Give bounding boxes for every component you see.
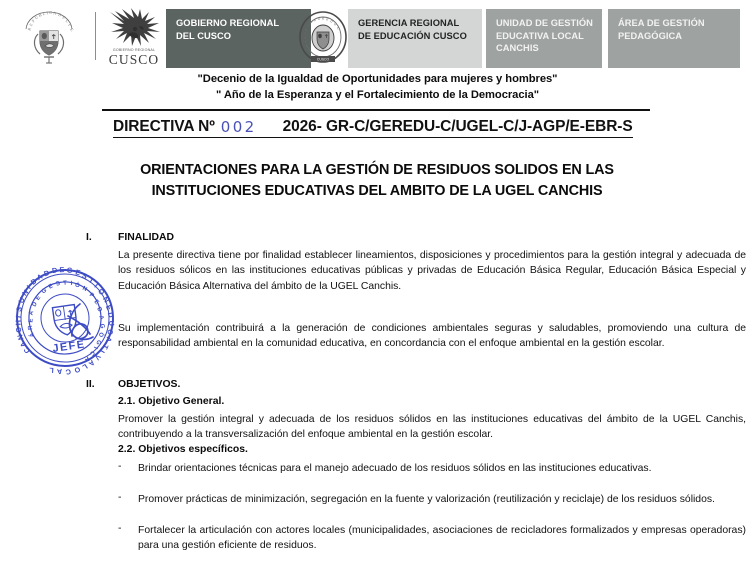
svg-text:I: I: [46, 9, 49, 16]
svg-text:P: P: [30, 18, 37, 24]
svg-text:E: E: [92, 299, 100, 307]
document-title-line2: INSTITUCIONES EDUCATIVAS DEL AMBITO DE LA UGEL CANCHIS: [151, 183, 603, 199]
svg-text:D: D: [51, 265, 59, 276]
header-box-agp-line2: PEDAGÓGICA: [618, 30, 683, 41]
header-rule: [102, 109, 650, 111]
header-box-area-gestion-pedagogica: [608, 9, 740, 68]
svg-text:D: D: [57, 11, 63, 18]
svg-text:A: A: [83, 354, 91, 363]
svg-text:CUSCO: CUSCO: [316, 57, 330, 62]
document-title: [77, 160, 677, 202]
svg-text:A: A: [86, 358, 97, 369]
section-heading-objetivos: OBJETIVOS.: [118, 379, 181, 390]
svg-text:B: B: [37, 12, 43, 18]
header-box-agp-line1: ÁREA DE GESTIÓN: [618, 18, 705, 28]
svg-text:A: A: [17, 340, 29, 349]
cusco-regional-logo: [104, 8, 164, 68]
svg-text:R: R: [27, 325, 35, 331]
svg-text:I: I: [91, 345, 98, 350]
svg-text:G: G: [66, 265, 73, 275]
svg-text:C: C: [307, 22, 312, 27]
header-box-gerencia-regional: [348, 9, 482, 68]
svg-text:G: G: [303, 41, 308, 46]
objetivo-especifico-2: Promover prácticas de minimización, segregación en la fuente y valorización (reutilización y reciclaje) de los residuos sólidos.: [138, 494, 715, 505]
svg-text:C: C: [87, 349, 96, 357]
svg-text:E: E: [103, 303, 115, 312]
svg-text:N: N: [305, 25, 310, 31]
official-slogans: [0, 72, 755, 103]
finalidad-paragraph-2: Su implementación contribuirá a la generación de condiciones ambientales seguras y saludables, promoviendo una cultura de responsabilidad ambiental en la comunidad educativa, en concordancia con el enfoque ambiental en la gestión escolar.: [118, 323, 746, 350]
section-numeral-finalidad: I.: [86, 232, 92, 243]
svg-text:U: U: [332, 22, 338, 27]
svg-text:S: S: [13, 305, 24, 313]
svg-text:D: D: [105, 311, 116, 319]
header-box-ugel-line1: UNIDAD DE GESTIÓN: [496, 18, 593, 28]
svg-text:Á: Á: [29, 331, 37, 338]
svg-text:N: N: [19, 287, 31, 298]
svg-text:E: E: [303, 29, 308, 34]
directive-spacer: [263, 120, 283, 138]
svg-text:N: N: [100, 294, 112, 305]
bullet-marker: -: [118, 461, 122, 472]
header-box-gobierno-line2: DEL CUSCO: [176, 30, 232, 41]
svg-text:I: I: [24, 283, 33, 292]
svg-text:C: C: [335, 25, 341, 31]
svg-text:A: A: [28, 310, 36, 317]
svg-text:Ó: Ó: [96, 286, 107, 297]
objetivo-especifico-1: Brindar orientaciones técnicas para el manejo adecuado de los residuos sólidos en las instituciones educativas.: [138, 463, 652, 474]
directive-number-handwritten: 002: [215, 118, 263, 138]
svg-text:Ú: Ú: [33, 14, 40, 21]
svg-text:P: P: [67, 22, 73, 28]
svg-text:I: I: [70, 280, 73, 288]
svg-text:D: D: [317, 16, 321, 21]
svg-text:L: L: [80, 361, 90, 372]
directive-code: 2026- GR-C/GEREDU-C/UGEL-C/J-AGP/E-EBR-S: [283, 118, 633, 138]
svg-text:R: R: [26, 26, 33, 32]
bullet-marker: -: [118, 523, 122, 534]
header-box-gobierno-line1: GOBIERNO REGIONAL: [176, 18, 280, 28]
svg-text:H: H: [13, 320, 23, 326]
header-box-gerencia-line1: GERENCIA REGIONAL: [358, 18, 460, 28]
svg-text:I: I: [97, 348, 107, 355]
svg-text:E: E: [28, 21, 35, 28]
svg-text:G: G: [94, 339, 102, 346]
svg-text:D: D: [28, 276, 39, 287]
svg-text:T: T: [100, 343, 111, 351]
cusco-logo-wordmark: CUSCO: [108, 52, 160, 67]
directive-label: DIRECTIVA Nº: [113, 118, 215, 138]
cusco-logo-tagline: GOBIERNO REGIONAL: [112, 48, 156, 52]
svg-text:E: E: [69, 27, 75, 33]
svg-text:T: T: [87, 275, 96, 286]
slogan-line-2: " Año de la Esperanza y el Fortalecimiento de la Democracia": [215, 88, 540, 101]
bullet-marker: -: [118, 492, 122, 503]
svg-text:I: I: [13, 315, 23, 319]
svg-text:T: T: [62, 280, 68, 287]
header-divider: [95, 12, 96, 60]
section-heading-finalidad: FINALIDAD: [118, 232, 174, 243]
svg-text:G: G: [98, 323, 105, 330]
svg-text:P: P: [87, 292, 95, 300]
subheading-objetivos-especificos: 2.2. Objetivos específicos.: [118, 444, 248, 455]
svg-text:L: L: [41, 10, 47, 17]
svg-text:I: I: [310, 20, 313, 25]
svg-text:E: E: [325, 17, 329, 22]
section-numeral-objetivos: II.: [86, 379, 95, 390]
svg-text:JEFE: JEFE: [51, 338, 87, 355]
svg-text:E: E: [59, 265, 65, 275]
document-title-line1: ORIENTACIONES PARA LA GESTIÓN DE RESIDUOS SOLIDOS EN LAS: [140, 162, 614, 178]
objetivo-general-text: Promover la gestión integral y adecuada de los residuos sólidos en las instituciones educativas del ámbito de la UGEL Canchis, contribuyendo a la transversalización del enfoque ambiental en la gestión escolar.: [118, 414, 746, 441]
header-box-ugel-canchis: [486, 9, 602, 68]
svg-text:E: E: [74, 267, 82, 278]
header-box-ugel-line3: CANCHIS: [496, 43, 539, 54]
geredu-seal-icon: [297, 10, 349, 68]
peru-coat-of-arms-icon: [18, 7, 80, 67]
directive-identifier: [113, 118, 673, 140]
svg-text:A: A: [103, 335, 114, 343]
svg-text:A: A: [35, 271, 45, 283]
svg-text:E: E: [28, 318, 35, 323]
svg-text:S: S: [55, 280, 61, 288]
svg-text:C: C: [49, 10, 53, 15]
svg-text:C: C: [21, 345, 32, 356]
svg-text:Ó: Ó: [97, 332, 104, 338]
official-seal-stamp: [6, 258, 124, 380]
svg-text:E: E: [61, 14, 67, 21]
svg-text:S: S: [80, 270, 89, 282]
svg-text:E: E: [35, 294, 43, 302]
svg-text:D: D: [31, 301, 39, 308]
svg-text:A: A: [97, 314, 105, 322]
svg-text:N: N: [81, 285, 88, 293]
svg-text:U: U: [16, 296, 27, 305]
svg-text:V: V: [92, 352, 103, 362]
svg-text:L: L: [64, 18, 71, 24]
svg-text:A: A: [56, 366, 63, 377]
svg-text:A: A: [52, 10, 57, 16]
svg-text:R: R: [302, 33, 308, 38]
svg-text:G: G: [40, 287, 49, 296]
svg-text:D: D: [95, 306, 103, 314]
svg-text:E: E: [302, 37, 308, 42]
svg-text:U: U: [106, 320, 117, 327]
svg-text:I: I: [92, 281, 101, 290]
subheading-objetivo-general: 2.1. Objetivo General.: [118, 396, 225, 407]
slogan-line-1: "Decenio de la Igualdad de Oportunidades para mujeres y hombres": [197, 73, 558, 85]
finalidad-paragraph-1: La presente directiva tiene por finalidad establecer lineamientos, disposiciones y procedimientos para la gestión integral y adecuada de los residuos sólicos en las instituciones educativas públicas y privadas de Educación Básica Regular, Educación Básica Especial y Educación Básica Alternativa del ámbito de la UGEL Canchis.: [118, 250, 746, 292]
svg-text:D: D: [329, 19, 334, 24]
svg-text:C: C: [13, 326, 24, 334]
header-box-ugel-line2: EDUCATIVA LOCAL: [496, 30, 584, 41]
svg-text:A: A: [313, 18, 317, 23]
header-box-gobierno-regional: [166, 9, 311, 68]
document-header: [0, 0, 755, 72]
svg-text:.: .: [337, 30, 342, 34]
svg-text:C: C: [105, 328, 115, 335]
svg-text:N: N: [15, 333, 26, 342]
svg-text:L: L: [48, 365, 54, 376]
svg-text:C: C: [64, 366, 73, 377]
header-box-gerencia-line2: DE EDUCACIÓN CUSCO: [358, 30, 467, 41]
svg-text:D: D: [42, 268, 51, 279]
svg-text:Ó: Ó: [74, 282, 81, 290]
svg-text:E: E: [321, 16, 325, 21]
svg-text:E: E: [47, 283, 55, 291]
objetivo-especifico-3: Fortalecer la articulación con actores locales (municipalidades, asociaciones de recicladores formalizados y empresas operadoras) para una gestión eficiente de residuos.: [138, 525, 746, 552]
svg-text:O: O: [72, 364, 82, 376]
